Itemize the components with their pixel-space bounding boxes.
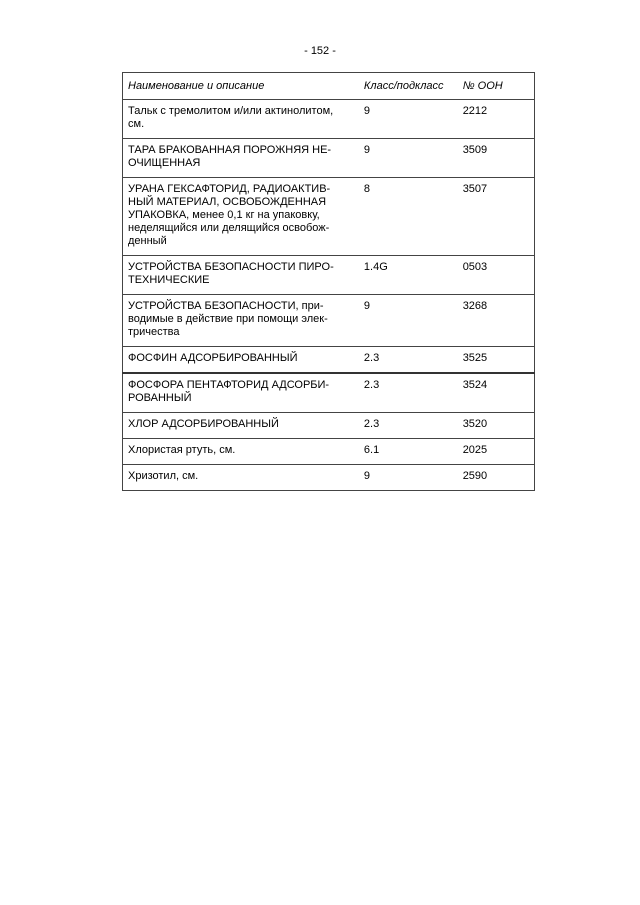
cell-class: 9 <box>359 100 458 139</box>
table-row <box>123 413 535 439</box>
table-row <box>123 139 535 178</box>
cell-un-number: 3520 <box>458 413 535 439</box>
cell-un-number: 2590 <box>458 465 535 491</box>
cell-class: 9 <box>359 465 458 491</box>
cell-un-number: 3509 <box>458 139 535 178</box>
cell-name: Хлористая ртуть, см. <box>123 439 359 465</box>
cell-un-number: 0503 <box>458 256 535 295</box>
cell-class: 9 <box>359 139 458 178</box>
cell-name: УСТРОЙСТВА БЕЗОПАСНОСТИ ПИРО- ТЕХНИЧЕСКИЕ <box>123 256 359 295</box>
cell-class: 9 <box>359 295 458 347</box>
table-header-row <box>123 73 535 100</box>
cell-name: Хризотил, см. <box>123 465 359 491</box>
cell-name: УСТРОЙСТВА БЕЗОПАСНОСТИ, при- водимые в действие при помощи элек- тричества <box>123 295 359 347</box>
cell-class: 2.3 <box>359 347 458 374</box>
cell-class: 6.1 <box>359 439 458 465</box>
table-row <box>123 347 535 374</box>
cell-class: 2.3 <box>359 373 458 413</box>
cell-class: 8 <box>359 178 458 256</box>
header-un-number: № ООН <box>458 73 535 100</box>
table-row <box>123 295 535 347</box>
cell-un-number: 2212 <box>458 100 535 139</box>
cell-un-number: 3268 <box>458 295 535 347</box>
page-number: - 152 - <box>304 45 336 57</box>
table-row <box>123 465 535 491</box>
cell-un-number: 3524 <box>458 373 535 413</box>
cell-name: ТАРА БРАКОВАННАЯ ПОРОЖНЯЯ НЕ- ОЧИЩЕННАЯ <box>123 139 359 178</box>
cell-name: Тальк с тремолитом и/или актинолитом, см. <box>123 100 359 139</box>
table-row <box>123 100 535 139</box>
header-class: Класс/подкласс <box>359 73 458 100</box>
cell-class: 2.3 <box>359 413 458 439</box>
cell-class: 1.4G <box>359 256 458 295</box>
cell-un-number: 3525 <box>458 347 535 374</box>
table-row <box>123 178 535 256</box>
cell-un-number: 2025 <box>458 439 535 465</box>
header-name: Наименование и описание <box>123 73 359 100</box>
cell-name: ХЛОР АДСОРБИРОВАННЫЙ <box>123 413 359 439</box>
cell-name: УРАНА ГЕКСАФТОРИД, РАДИОАКТИВ- НЫЙ МАТЕРИАЛ, ОСВОБОЖДЕННАЯ УПАКОВКА, менее 0,1 кг на упаковку, неделящийся или делящийся освобож- денный <box>123 178 359 256</box>
cell-un-number: 3507 <box>458 178 535 256</box>
dangerous-goods-table <box>122 72 535 491</box>
table-row <box>123 439 535 465</box>
table-row <box>123 256 535 295</box>
cell-name: ФОСФОРА ПЕНТАФТОРИД АДСОРБИ- РОВАННЫЙ <box>123 373 359 413</box>
table-row <box>123 373 535 413</box>
cell-name: ФОСФИН АДСОРБИРОВАННЫЙ <box>123 347 359 374</box>
